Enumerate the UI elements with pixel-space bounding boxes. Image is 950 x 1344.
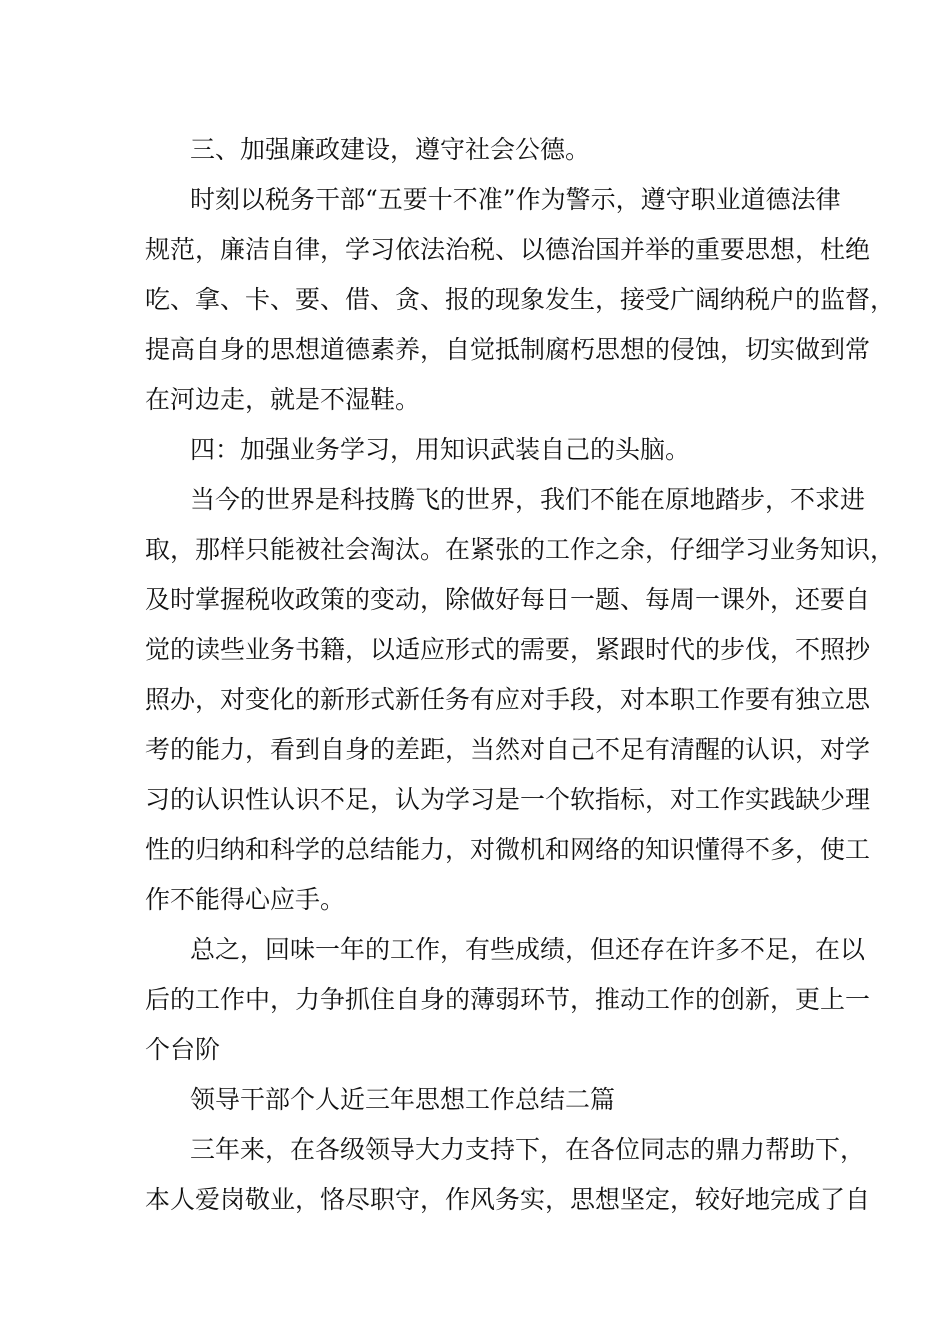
article-title: 领导干部个人近三年思想工作总结二篇 (190, 1085, 616, 1114)
paragraph-line: 个台阶 (145, 1035, 221, 1064)
paragraph-line: 取，那样只能被社会淘汰。在紧张的工作之余，仔细学习业务知识， (145, 535, 896, 564)
paragraph-line: 时刻以税务干部“五要十不准”作为警示，遵守职业道德法律 (190, 185, 841, 214)
paragraph-line: 在河边走，就是不湿鞋。 (145, 385, 421, 414)
paragraph-line: 照办，对变化的新形式新任务有应对手段，对本职工作要有独立思 (145, 685, 871, 714)
paragraph-line: 作不能得心应手。 (145, 885, 346, 914)
section-heading-3: 三、加强廉政建设，遵守社会公德。 (190, 135, 591, 164)
paragraph-line: 总之，回味一年的工作，有些成绩，但还存在许多不足，在以 (190, 935, 866, 964)
paragraph-line: 当今的世界是科技腾飞的世界，我们不能在原地踏步，不求进 (190, 485, 866, 514)
paragraph-line: 本人爱岗敬业，恪尽职守，作风务实，思想坚定，较好地完成了自 (145, 1185, 871, 1214)
paragraph-line: 提高自身的思想道德素养，自觉抵制腐朽思想的侵蚀，切实做到常 (145, 335, 871, 364)
paragraph-line: 觉的读些业务书籍，以适应形式的需要，紧跟时代的步伐，不照抄 (145, 635, 871, 664)
paragraph-line: 后的工作中，力争抓住自身的薄弱环节，推动工作的创新，更上一 (145, 985, 871, 1014)
paragraph-line: 吃、拿、卡、要、借、贪、报的现象发生，接受广阔纳税户的监督， (145, 285, 896, 314)
paragraph-line: 习的认识性认识不足，认为学习是一个软指标，对工作实践缺少理 (145, 785, 871, 814)
section-heading-4: 四：加强业务学习，用知识武装自己的头脑。 (190, 435, 691, 464)
paragraph-line: 考的能力，看到自身的差距，当然对自己不足有清醒的认识，对学 (145, 735, 871, 764)
paragraph-line: 性的归纳和科学的总结能力，对微机和网络的知识懂得不多，使工 (145, 835, 871, 864)
paragraph-line: 三年来，在各级领导大力支持下，在各位同志的鼎力帮助下， (190, 1135, 866, 1164)
paragraph-line: 规范，廉洁自律，学习依法治税、以德治国并举的重要思想，杜绝 (145, 235, 871, 264)
paragraph-line: 及时掌握税收政策的变动，除做好每日一题、每周一课外，还要自 (145, 585, 871, 614)
